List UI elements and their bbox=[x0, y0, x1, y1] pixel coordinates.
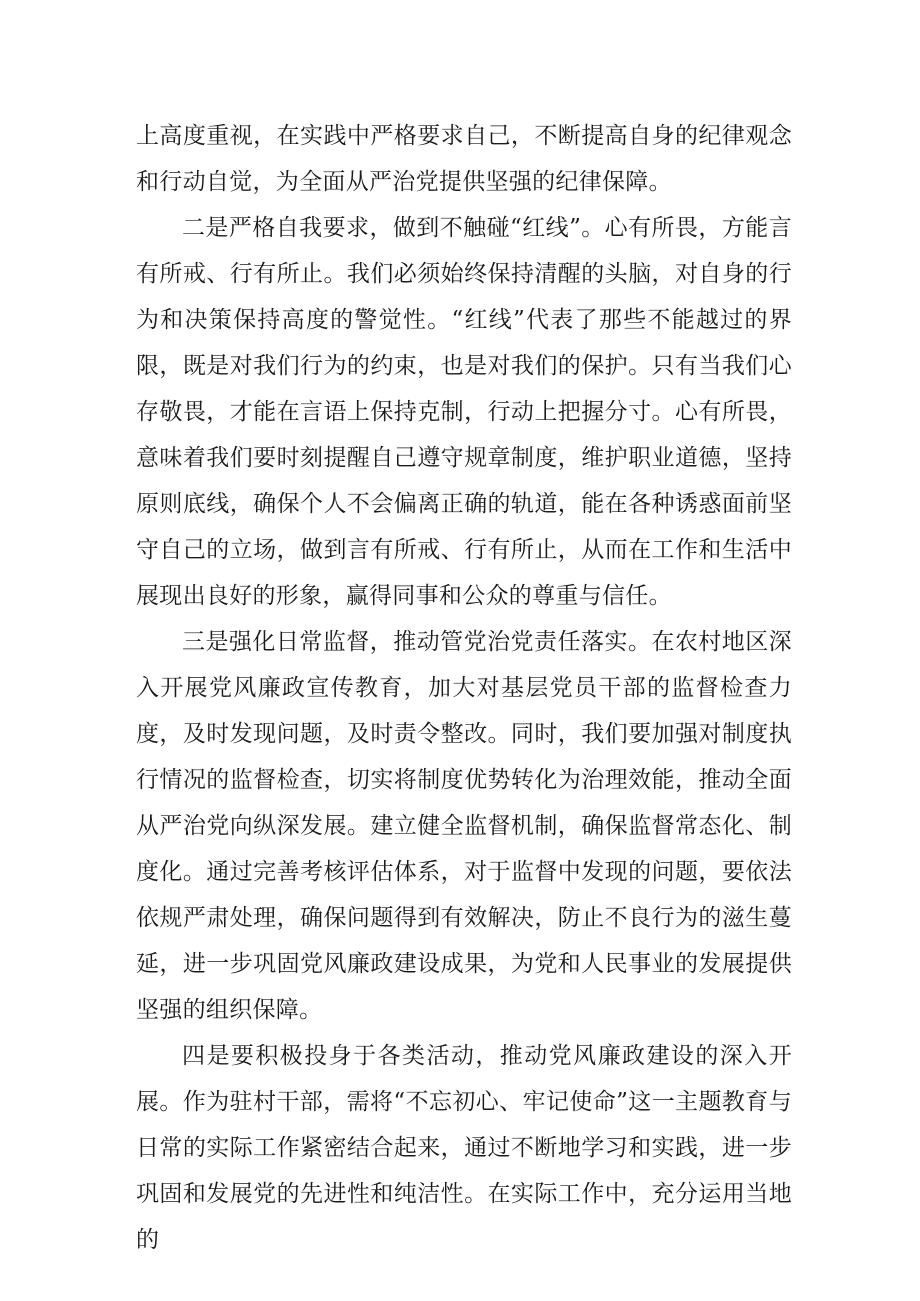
paragraph-point-three: 三是强化日常监督，推动管党治党责任落实。在农村地区深入开展党风廉政宣传教育，加大对基层党员干部的监督检查力度，及时发现问题，及时责令整改。同时，我们要加强对制度执行情况的监督检查，切实将制度优势转化为治理效能，推动全面从严治党向纵深发展。建立健全监督机制，确保监督常态化、制度化。通过完善考核评估体系，对于监督中发现的问题，要依法依规严肃处理，确保问题得到有效解决，防止不良行为的滋生蔓延，进一步巩固党风廉政建设成果，为党和人民事业的发展提供坚强的组织保障。 bbox=[136, 629, 792, 1023]
paragraph-point-two: 二是严格自我要求，做到不触碰“红线”。心有所畏，方能言有所戒、行有所止。我们必须始终保持清醒的头脑，对自身的行为和决策保持高度的警觉性。“红线”代表了那些不能越过的界限，既是对我们行为的约束，也是对我们的保护。只有当我们心存敬畏，才能在言语上保持克制，行动上把握分寸。心有所畏，意味着我们要时刻提醒自己遵守规章制度，维护职业道德，坚持原则底线，确保个人不会偏离正确的轨道，能在各种诱惑面前坚守自己的立场，做到言有所戒、行有所止，从而在工作和生活中展现出良好的形象，赢得同事和公众的尊重与信任。 bbox=[136, 215, 792, 609]
paragraph-point-four: 四是要积极投身于各类活动，推动党风廉政建设的深入开展。作为驻村干部，需将“不忘初心、牢记使命”这一主题教育与日常的实际工作紧密结合起来，通过不断地学习和实践，进一步巩固和发展党的先进性和纯洁性。在实际工作中，充分运用当地的 bbox=[136, 1043, 792, 1253]
document-body bbox=[136, 113, 792, 1263]
paragraph-continuation: 上高度重视，在实践中严格要求自己，不断提高自身的纪律观念和行动自觉，为全面从严治党提供坚强的纪律保障。 bbox=[136, 123, 792, 195]
